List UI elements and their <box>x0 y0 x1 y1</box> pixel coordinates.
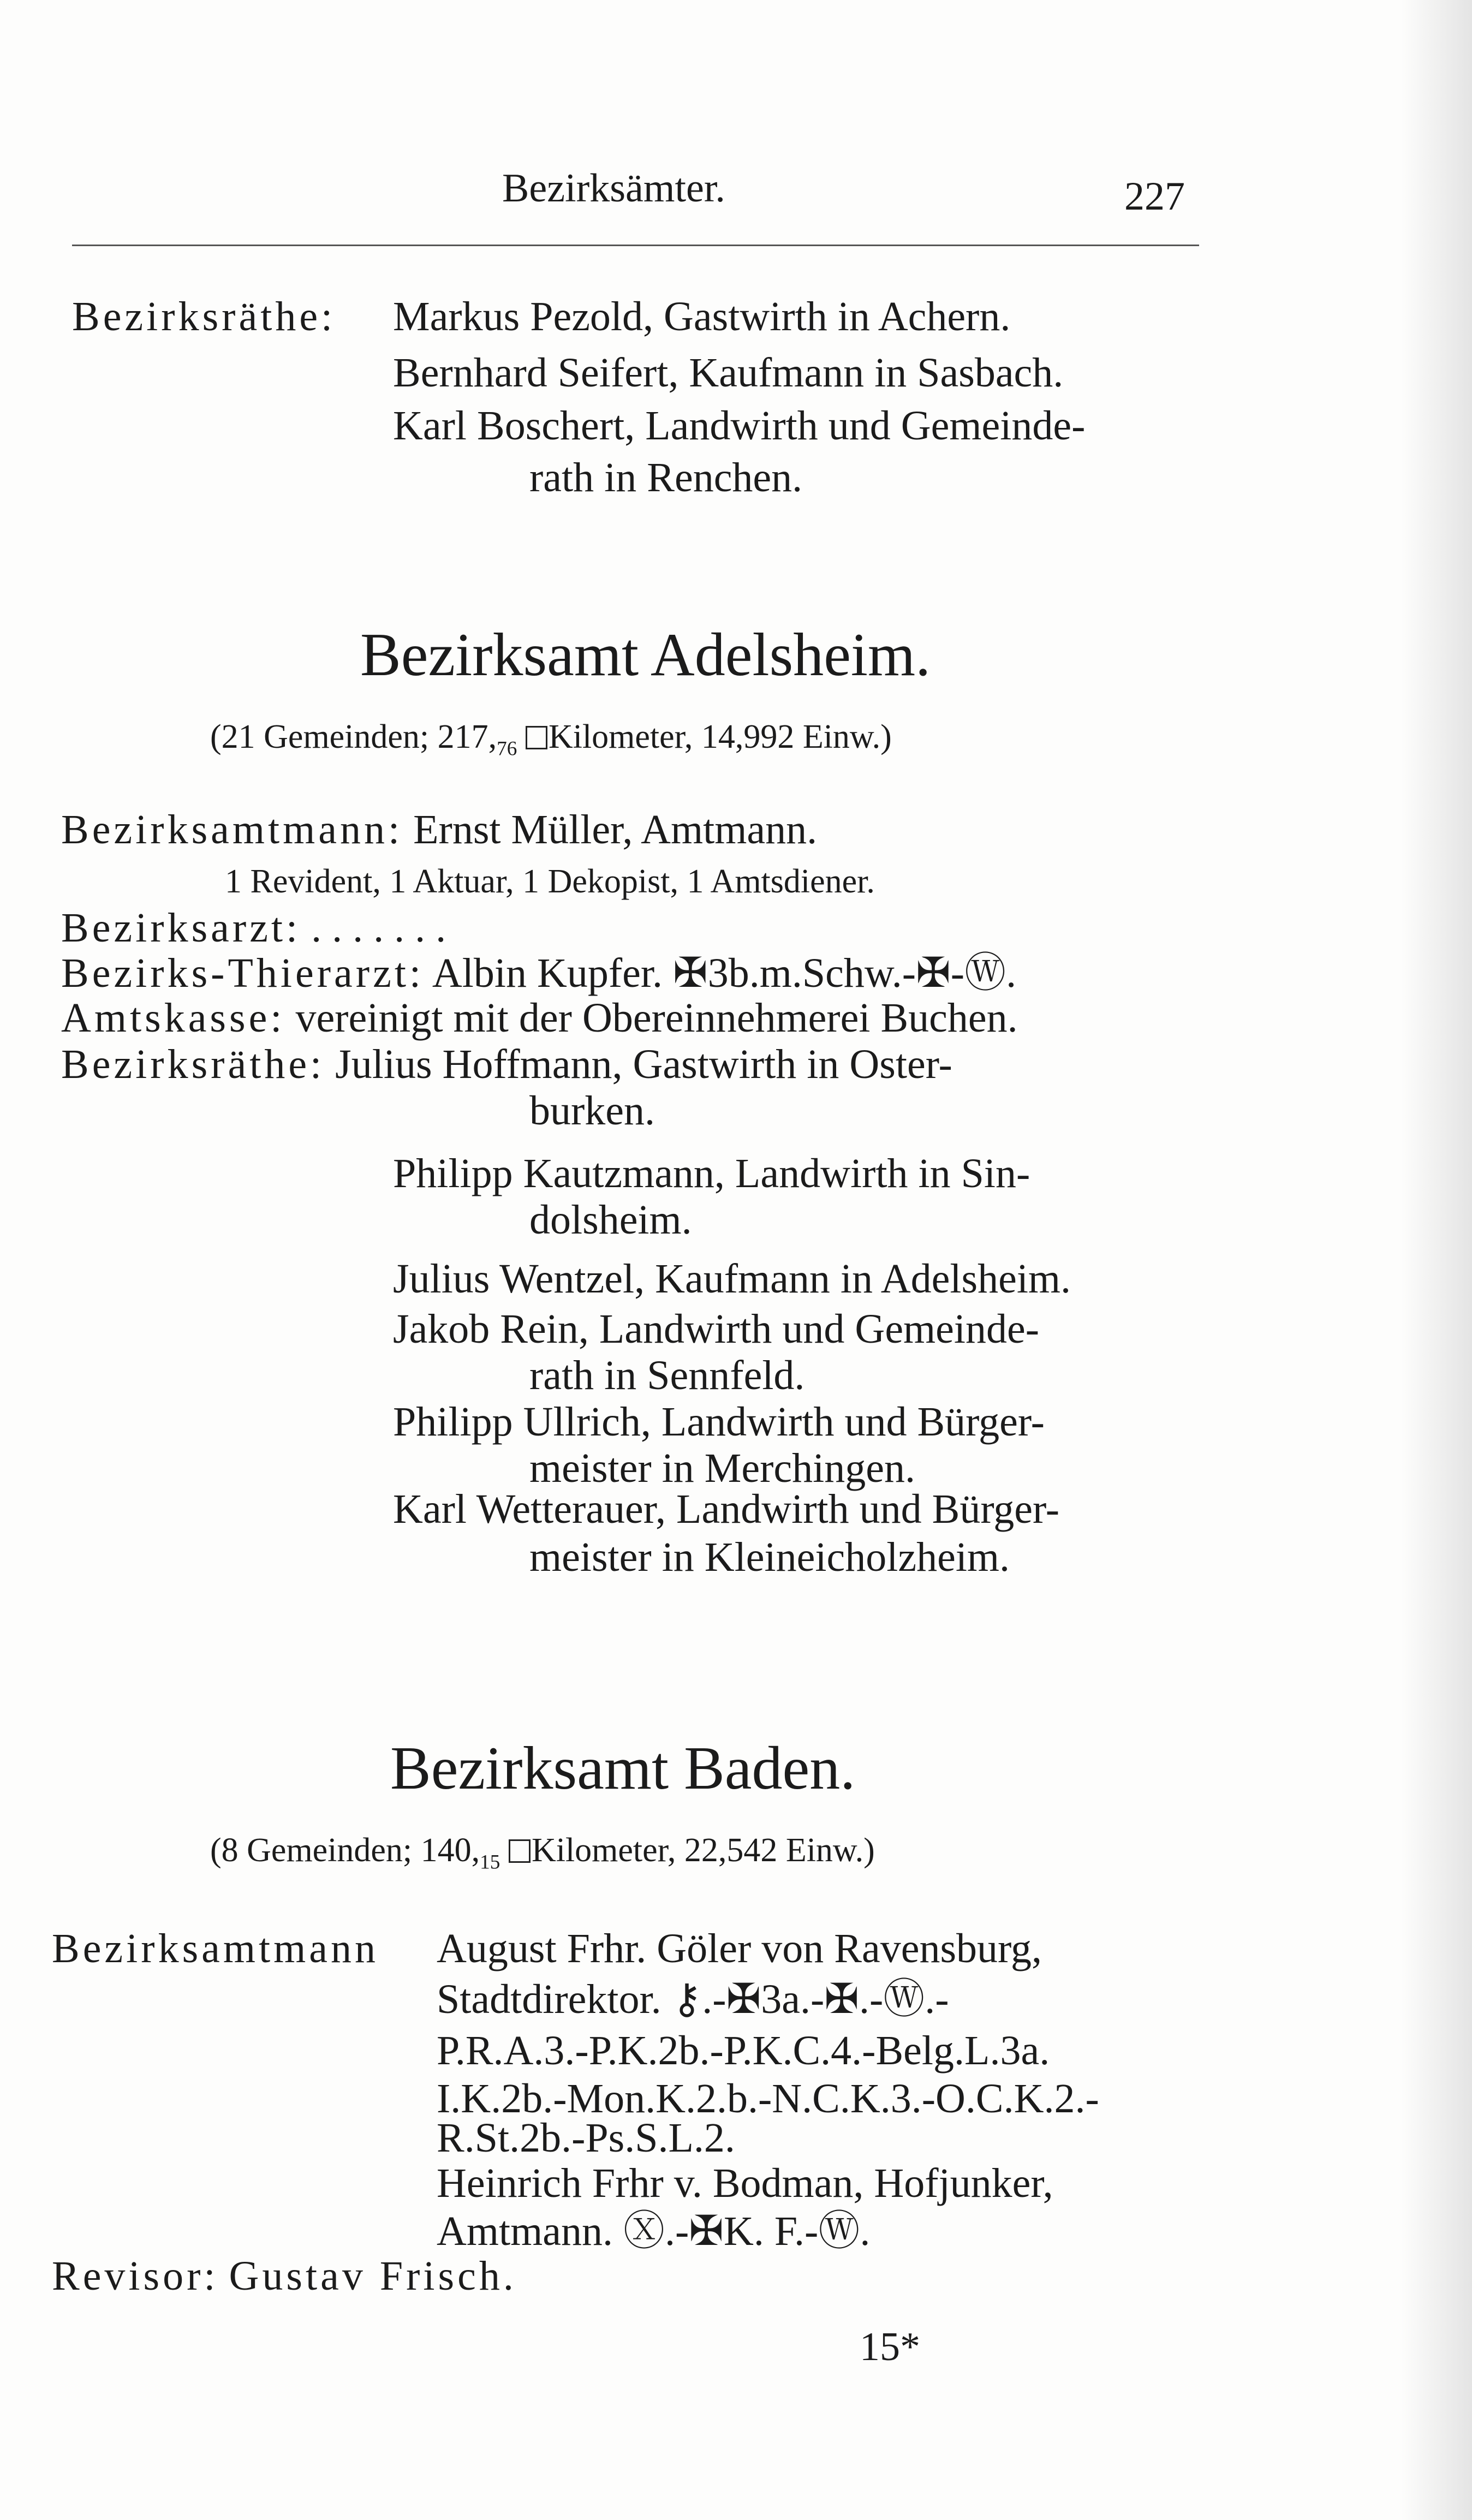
thierarzt-name: Albin Kupfer. <box>432 950 663 996</box>
entry-line: Julius Hoffmann, Gastwirth in Oster- <box>335 1041 952 1087</box>
entry-line: Markus Pezold, Gastwirth in Achern. <box>393 294 1011 339</box>
revisor-entry <box>52 2251 517 2301</box>
entry-line: Stadtdirektor. ⚷.-✠3a.-✠.-Ⓦ.- <box>437 1976 949 2022</box>
entry-line: I.K.2b.-Mon.K.2.b.-N.C.K.3.-O.C.K.2.- <box>437 2076 1099 2122</box>
square-icon <box>526 726 547 749</box>
entry-line: Julius Wentzel, Kaufmann in Adelsheim. <box>393 1256 1071 1302</box>
amtmann-label: Bezirksamtmann <box>52 1926 379 1971</box>
signature-mark: 15* <box>860 2325 920 2369</box>
stats-text: (8 Gemeinden; 140, <box>210 1832 480 1869</box>
kasse-value: vereinigt mit der Obereinnehmerei Buchen. <box>295 995 1018 1041</box>
square-icon <box>509 1839 531 1863</box>
stats-text: Kilometer, 14,992 Einw.) <box>548 718 892 755</box>
baden-stats <box>210 1826 875 1887</box>
raethe-label: Bezirksräthe: <box>61 1041 325 1087</box>
entry-line: Philipp Kautzmann, Landwirth in Sin- <box>393 1151 1030 1196</box>
entry-line: R.St.2b.-Ps.S.L.2. <box>437 2115 735 2161</box>
amtmann-entry <box>61 805 817 854</box>
entry-line: P.R.A.3.-P.K.2b.-P.K.C.4.-Belg.L.3a. <box>437 2028 1050 2074</box>
revisor-label: Revisor: <box>52 2253 219 2299</box>
entry-line: dolsheim. <box>529 1197 692 1243</box>
entry-line: rath in Renchen. <box>529 455 803 501</box>
header-rule <box>72 245 1199 246</box>
arzt-value: . . . . . . . <box>311 905 446 951</box>
entry-line: August Frhr. Göler von Ravensburg, <box>437 1926 1042 1971</box>
raethe-label: Bezirksräthe: <box>72 294 336 339</box>
raethe-entry <box>61 1040 952 1089</box>
amtmann-label: Bezirksamtmann: <box>61 807 403 853</box>
entry-line: Amtmann. Ⓧ.-✠K. F.-Ⓦ. <box>437 2208 871 2254</box>
kasse-label: Amtskasse: <box>61 995 285 1041</box>
entry-line: Philipp Ullrich, Landwirth und Bürger- <box>393 1399 1045 1445</box>
stats-text: (21 Gemeinden; 217, <box>210 718 497 755</box>
stats-text: Kilometer, 22,542 Einw.) <box>531 1832 875 1869</box>
thierarzt-label: Bezirks-Thierarzt: <box>61 950 425 996</box>
thierarzt-entry <box>61 949 1016 998</box>
entry-line: Jakob Rein, Landwirth und Gemeinde- <box>393 1306 1040 1352</box>
stats-decimal: 76 <box>497 737 517 760</box>
page-number: 227 <box>1124 174 1185 219</box>
arzt-label: Bezirksarzt: <box>61 905 301 951</box>
entry-line: Karl Wetterauer, Landwirth und Bürger- <box>393 1486 1060 1532</box>
running-header-title: Bezirksämter. <box>502 166 725 211</box>
entry-line: Karl Boschert, Landwirth und Gemeinde- <box>393 403 1086 449</box>
section-title-baden: Bezirksamt Baden. <box>390 1735 856 1802</box>
entry-line: Heinrich Frhr v. Bodman, Hofjunker, <box>437 2160 1053 2206</box>
entry-line: meister in Merchingen. <box>529 1445 916 1491</box>
adelsheim-stats <box>210 712 892 773</box>
order-decorations: ✠3b.m.Schw.-✠-Ⓦ. <box>673 950 1017 996</box>
section-title-adelsheim: Bezirksamt Adelsheim. <box>360 621 931 689</box>
entry-line: Bernhard Seifert, Kaufmann in Sasbach. <box>393 350 1064 396</box>
entry-line: burken. <box>529 1088 655 1134</box>
staff-line: 1 Revident, 1 Aktuar, 1 Dekopist, 1 Amtsdiener. <box>225 863 875 900</box>
kasse-entry <box>61 993 1018 1042</box>
entry-line: meister in Kleineicholzheim. <box>529 1534 1010 1580</box>
revisor-name: Gustav Frisch. <box>229 2253 517 2299</box>
entry-line: rath in Sennfeld. <box>529 1353 805 1398</box>
amtmann-name: Ernst Müller, Amtmann. <box>413 807 818 853</box>
stats-decimal: 15 <box>480 1851 500 1874</box>
arzt-entry <box>61 903 446 952</box>
